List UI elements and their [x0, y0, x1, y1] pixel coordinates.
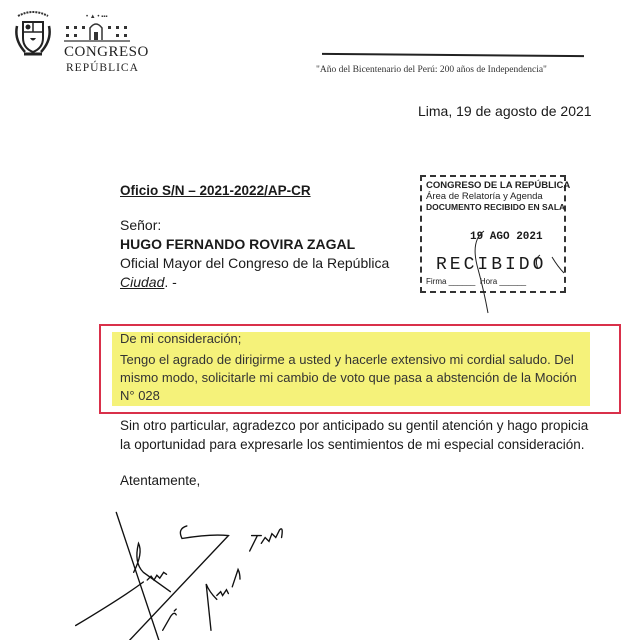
recipient-title: Oficial Mayor del Congreso de la República	[120, 255, 390, 271]
oficio-reference: Oficio S/N – 2021-2022/AP-CR	[120, 183, 311, 198]
header-rule	[322, 53, 584, 57]
letter-date: Lima, 19 de agosto de 2021	[418, 103, 592, 119]
logo-text-republica: REPÚBLICA	[66, 62, 139, 74]
hora-label: Hora ______	[479, 277, 527, 286]
stamp-line-2: Área de Relatoría y Agenda	[426, 191, 543, 202]
stamp-date: 19 AGO 2021	[470, 231, 543, 243]
recipient-city	[120, 274, 177, 290]
sign-off: Atentamente,	[120, 473, 201, 488]
city-suffix: . -	[164, 274, 177, 290]
stamp-status: RECIBIDO	[436, 255, 547, 275]
peru-coat-of-arms-icon	[14, 8, 52, 60]
congreso-building-icon	[64, 10, 130, 42]
logo-text-congreso: CONGRESO	[64, 44, 149, 60]
closing-paragraph-line-2: la oportunidad para expresarle los sentimientos de mi especial consideración.	[120, 437, 585, 452]
body-line-1: Tengo el agrado de dirigirme a usted y hacerle extensivo mi cordial saludo. Del	[120, 352, 574, 367]
greeting: De mi consideración;	[120, 331, 242, 346]
stamp-line-3: DOCUMENTO RECIBIDO EN SALA	[426, 202, 566, 212]
firma-label: Firma ______	[426, 277, 476, 286]
city-label: Ciudad	[120, 274, 165, 290]
signature-icon	[60, 495, 420, 640]
body-line-2: mismo modo, solicitarle mi cambio de voto que pasa a abstención de la Moción	[120, 370, 577, 385]
bicentennial-motto: "Año del Bicentenario del Perú: 200 años de Independencia"	[316, 65, 547, 75]
stamp-line-1: CONGRESO DE LA REPÚBLICA	[426, 180, 571, 191]
congreso-logo	[64, 10, 149, 74]
svg-text:• ▲ • ▪▪▪: • ▲ • ▪▪▪	[86, 14, 108, 20]
closing-paragraph-line-1: Sin otro particular, agradezco por anticipado su gentil atención y hago propicia	[120, 418, 589, 433]
body-line-3: N° 028	[120, 388, 160, 403]
stamp-handwriting-icon	[422, 177, 564, 317]
salutation: Señor:	[120, 217, 162, 233]
recipient-name: HUGO FERNANDO ROVIRA ZAGAL	[120, 236, 356, 252]
reception-stamp	[420, 175, 571, 293]
